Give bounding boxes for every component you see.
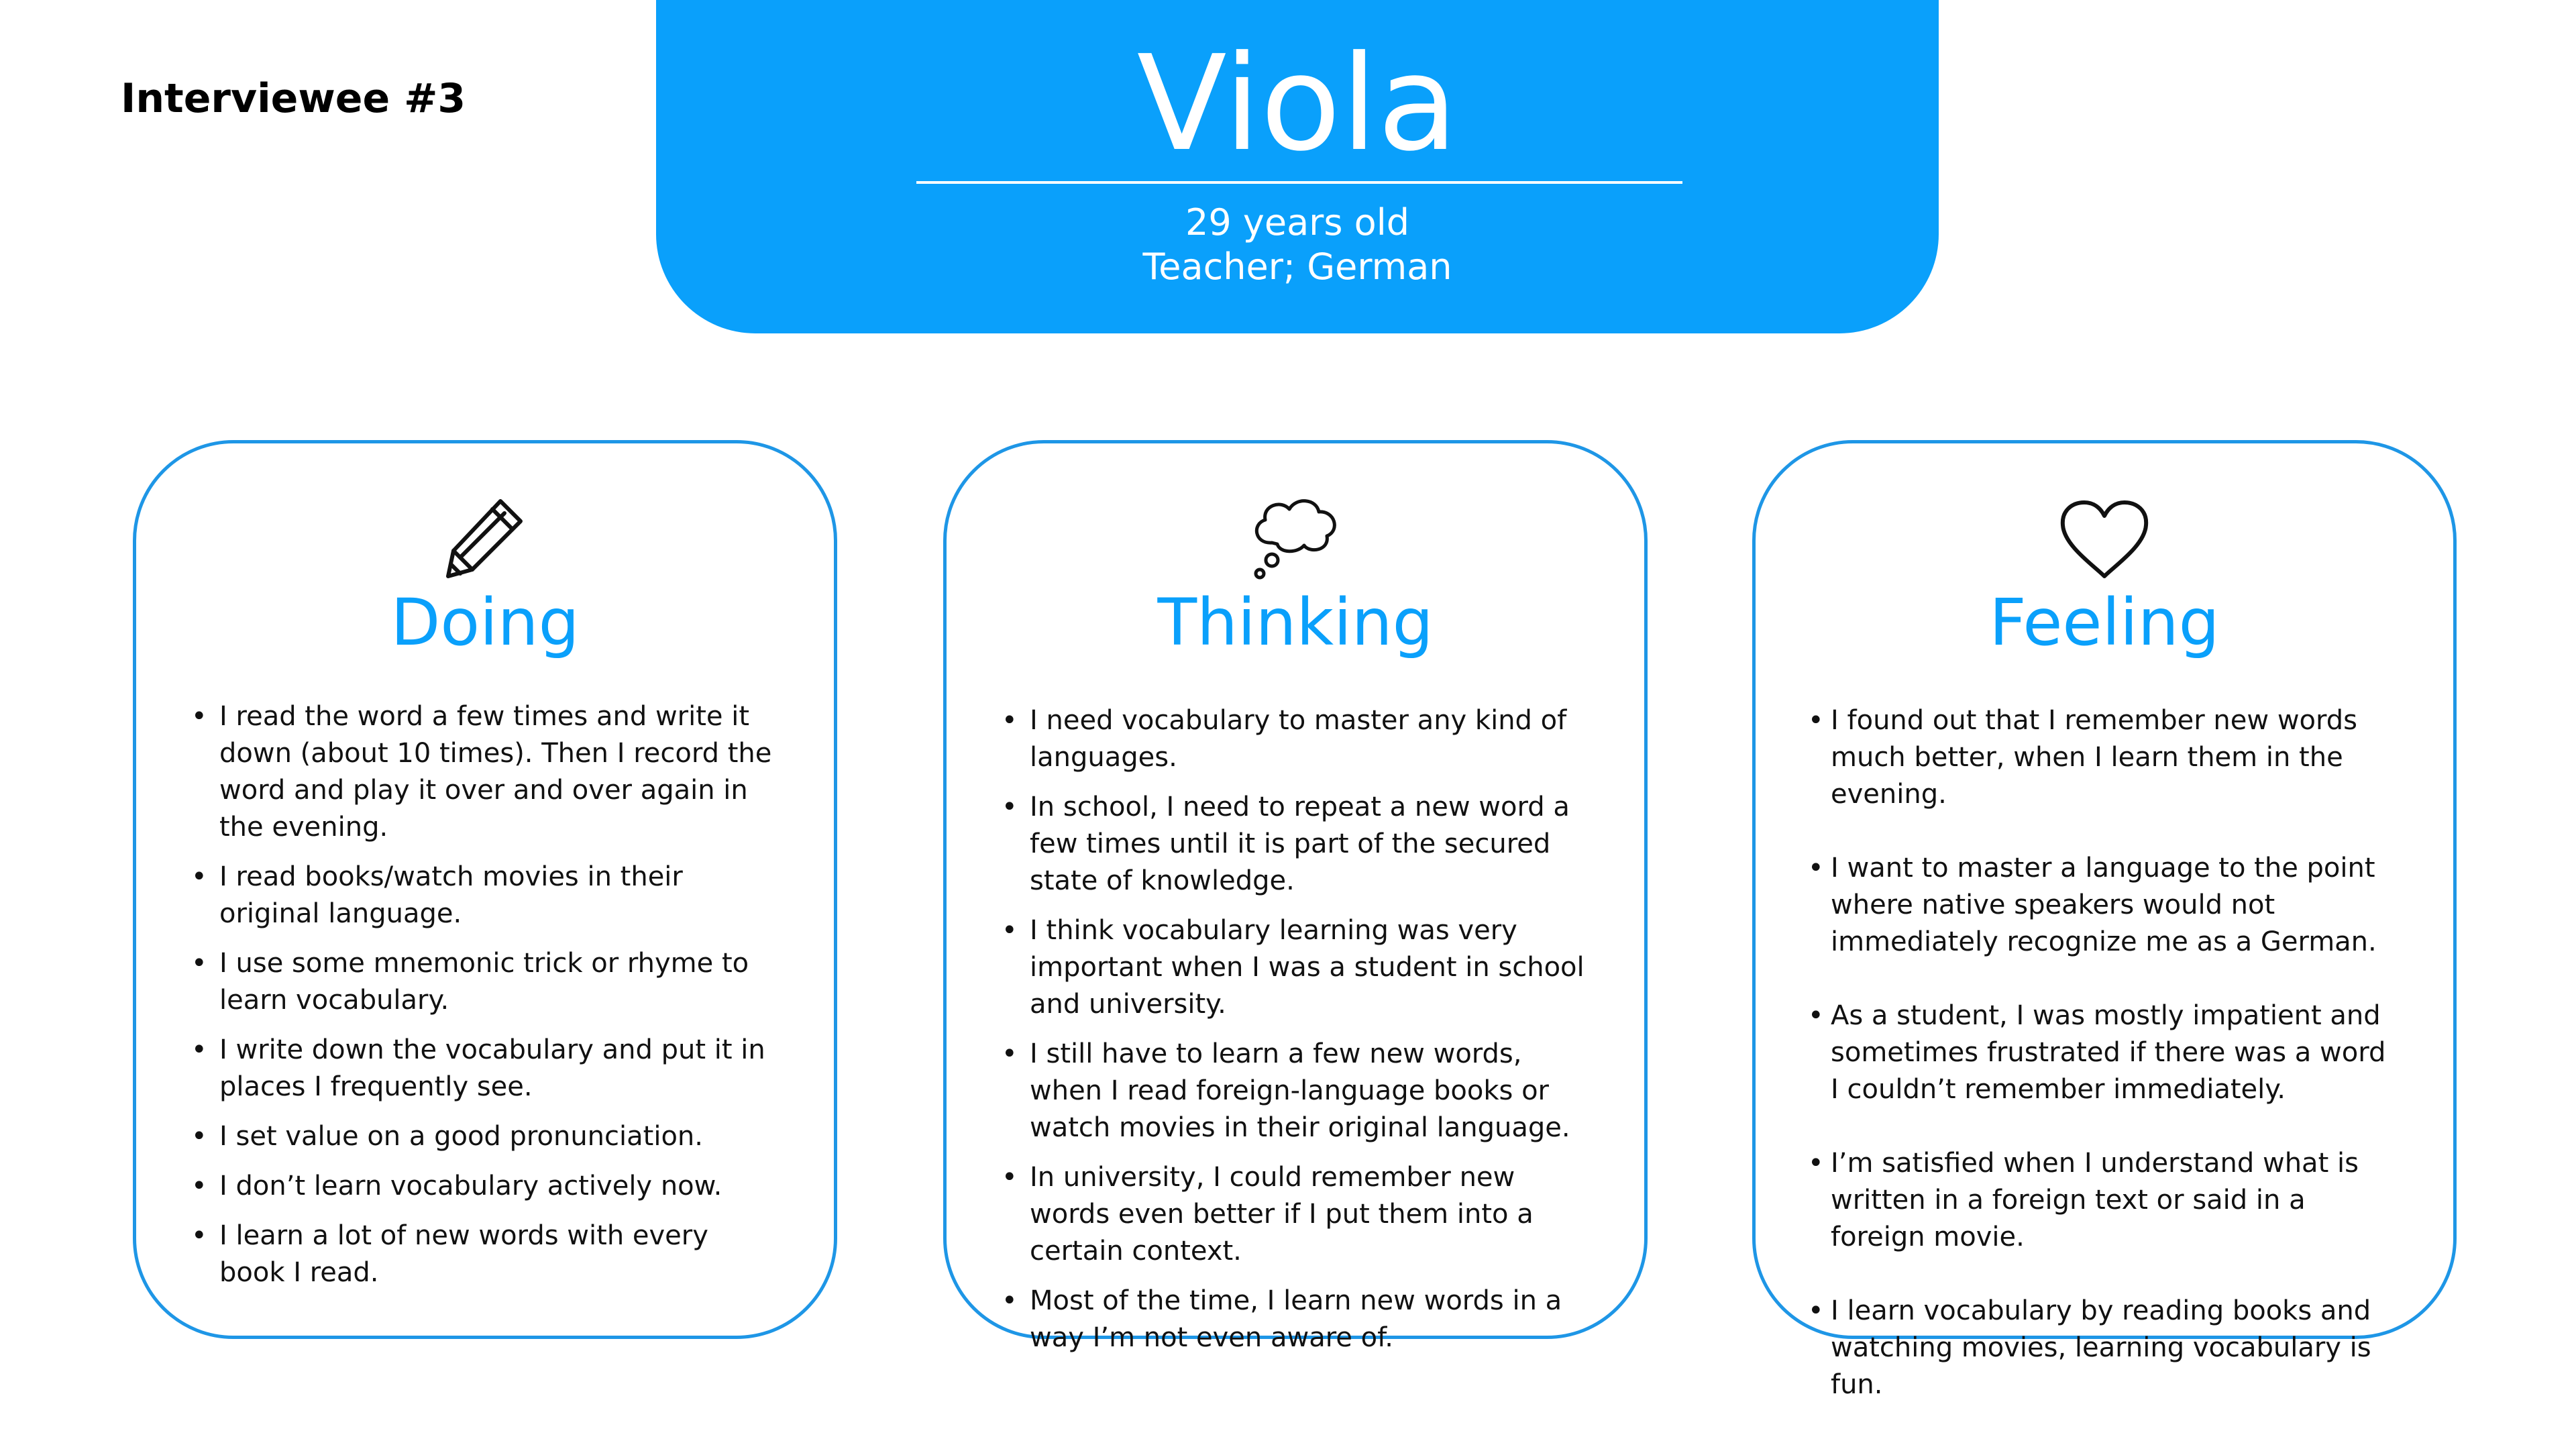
persona-name: Viola: [1136, 28, 1458, 180]
persona-occupation: Teacher; German: [1142, 246, 1452, 288]
persona-age: 29 years old: [1185, 201, 1409, 244]
list-item: • I found out that I remember new words much better, when I learn them in the evening.: [1808, 702, 2400, 813]
list-item: • I read books/watch movies in their original language.: [191, 859, 780, 932]
list-item: • I read the word a few times and write it down (about 10 times). Then I record the word and play it over and over again in the evening.: [191, 698, 780, 846]
doing-title: Doing: [390, 585, 580, 660]
list-item: • Most of the time, I learn new words in a way I’m not even aware of.: [1002, 1283, 1591, 1356]
feeling-card: [1752, 440, 2457, 1400]
feeling-title: Feeling: [1989, 585, 2220, 660]
list-item: • I want to master a language to the point where native speakers would not immediately recognize me as a German.: [1808, 850, 2400, 961]
interviewee-label: Interviewee #3: [121, 75, 466, 122]
thinking-card: [943, 440, 1648, 1353]
list-item: • I use some mnemonic trick or rhyme to learn vocabulary.: [191, 945, 780, 1019]
persona-header: [656, 0, 1939, 333]
list-item: • I need vocabulary to master any kind of languages.: [1002, 702, 1591, 776]
list-item: • I write down the vocabulary and put it in places I frequently see.: [191, 1032, 780, 1106]
list-item: • As a student, I was mostly impatient and sometimes frustrated if there was a word I couldn’t remember immediately.: [1808, 998, 2400, 1108]
thinking-list: [1002, 702, 1591, 1369]
thinking-title: Thinking: [1157, 585, 1434, 660]
list-item: • I still have to learn a few new words, when I read foreign-language books or watch movies in their original language.: [1002, 1036, 1591, 1146]
list-item: • I don’t learn vocabulary actively now.: [191, 1168, 780, 1205]
header-divider: [916, 181, 1682, 184]
list-item: • In university, I could remember new words even better if I put them into a certain context.: [1002, 1159, 1591, 1270]
list-item: • I learn vocabulary by reading books and watching movies, learning vocabulary is fun.: [1808, 1293, 2400, 1403]
list-item: • In school, I need to repeat a new word a few times until it is part of the secured state of knowledge.: [1002, 789, 1591, 900]
doing-list: [191, 698, 780, 1304]
pencil-icon: [441, 494, 529, 584]
list-item: • I think vocabulary learning was very important when I was a student in school and university.: [1002, 912, 1591, 1023]
list-item: • I learn a lot of new words with every book I read.: [191, 1218, 780, 1291]
thought-bubble-icon: [1245, 490, 1346, 587]
list-item: • I’m satisfied when I understand what is written in a foreign text or said in a foreign movie.: [1808, 1145, 2400, 1256]
heart-icon: [2057, 498, 2151, 584]
doing-card: [133, 440, 837, 1339]
list-item: • I set value on a good pronunciation.: [191, 1118, 780, 1155]
feeling-list: [1808, 702, 2400, 1440]
